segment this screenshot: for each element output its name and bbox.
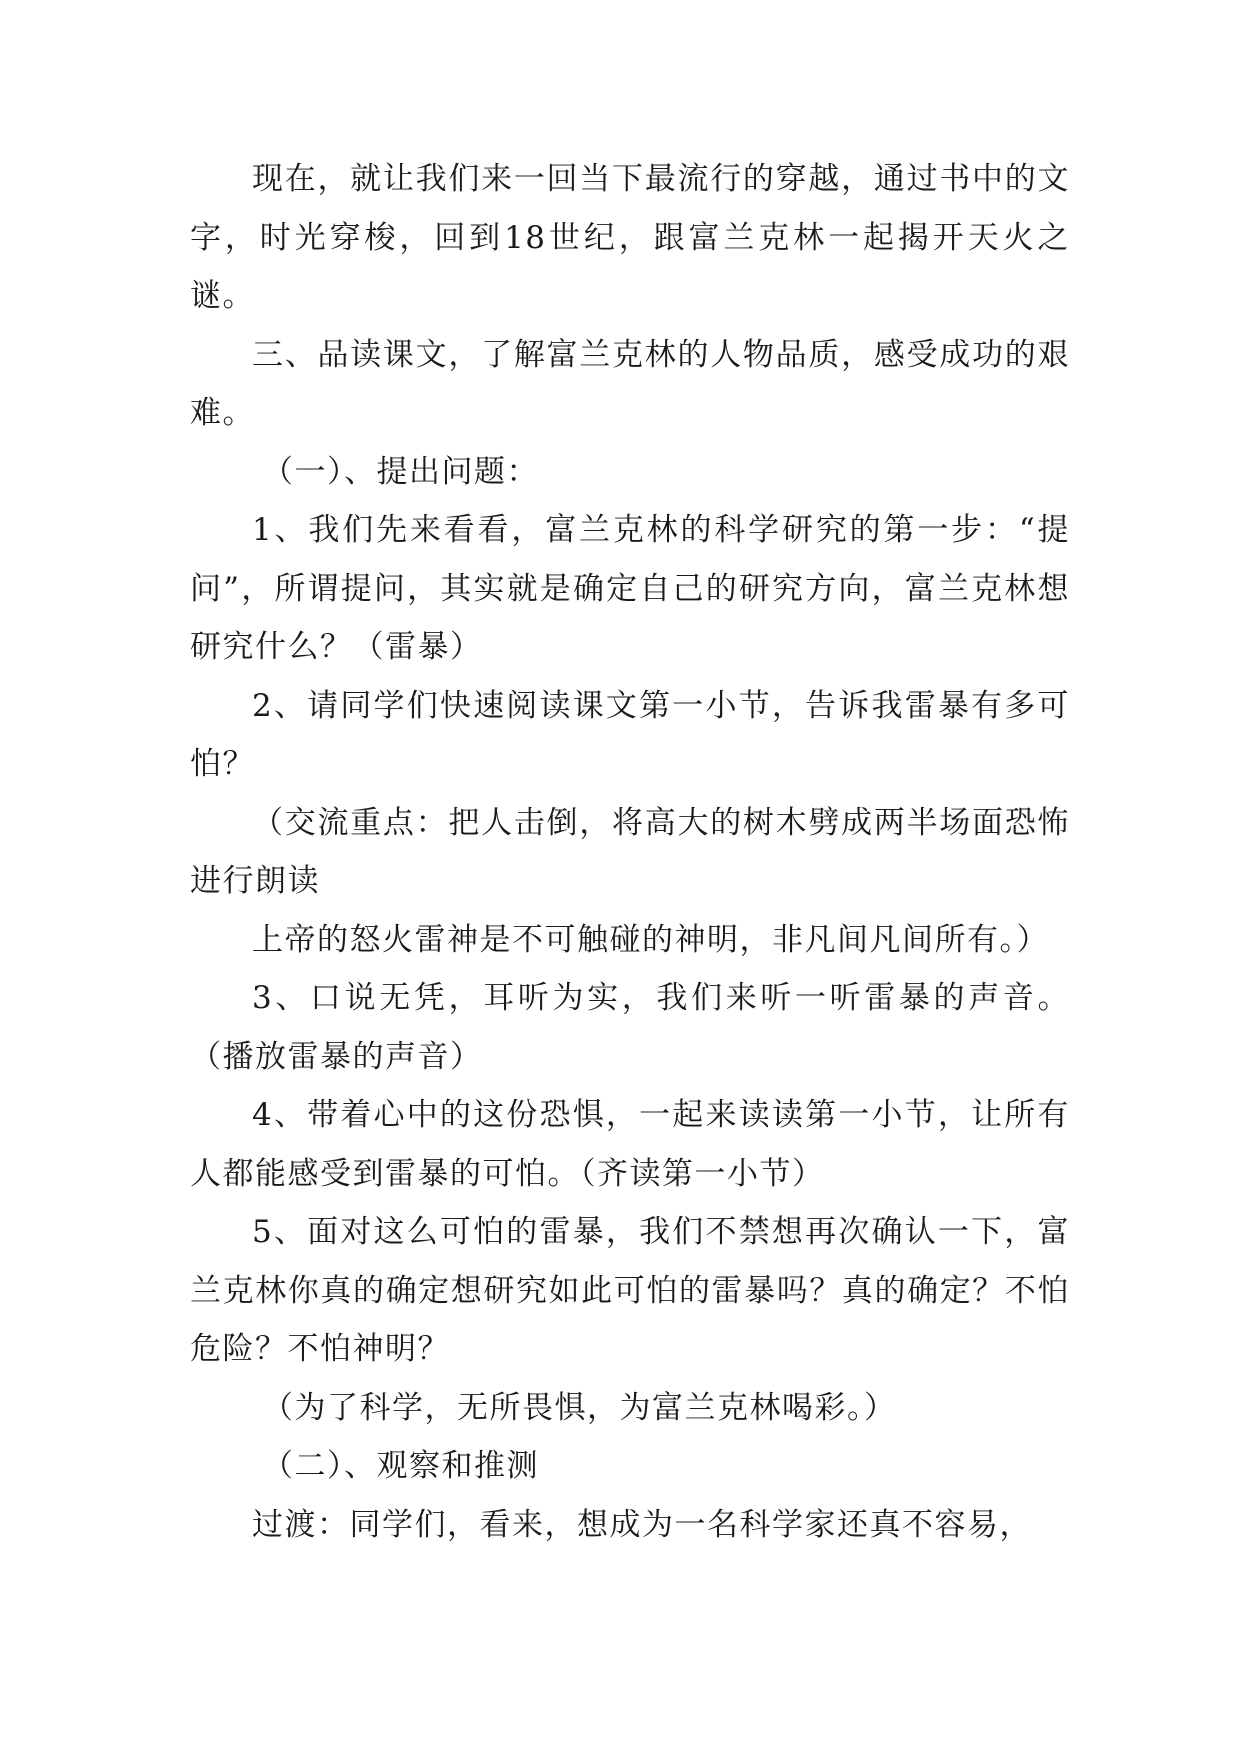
paragraph-item-2: 2、请同学们快速阅读课文第一小节，告诉我雷暴有多可怕？ [190, 687, 1070, 782]
paragraph-intro: 现在，就让我们来一回当下最流行的穿越，通过书中的文字，时光穿梭，回到18世纪，跟富兰克林一起揭开天火之谜。 [190, 161, 1070, 314]
paragraph-subsection-two: （二）、观察和推测 [262, 1448, 539, 1484]
paragraph-item-3: 3、口说无凭，耳听为实，我们来听一听雷暴的声音。（播放雷暴的声音） [190, 980, 1070, 1075]
paragraph-item-5: 5、面对这么可怕的雷暴，我们不禁想再次确认一下，富兰克林你真的确定想研究如此可怕的雷暴吗？真的确定？不怕危险？不怕神明？ [190, 1214, 1070, 1367]
paragraph-item-4: 4、带着心中的这份恐惧，一起来读读第一小节，让所有人都能感受到雷暴的可怕。（齐读第一小节） [190, 1097, 1070, 1192]
document-body [190, 150, 1070, 1554]
paragraph-transition: 过渡：同学们，看来，想成为一名科学家还真不容易， [252, 1506, 1032, 1543]
paragraph-discussion-continued: 上帝的怒火雷神是不可触碰的神明，非凡间凡间所有。） [252, 921, 1049, 958]
paragraph-discussion-focus: （交流重点：把人击倒，将高大的树木劈成两半场面恐怖进行朗读 [190, 804, 1070, 899]
paragraph-subsection-one: （一）、提出问题： [262, 453, 539, 490]
paragraph-section-three: 三、品读课文，了解富兰克林的人物品质，感受成功的艰难。 [190, 336, 1070, 431]
paragraph-item-1: 1、我们先来看看，富兰克林的科学研究的第一步：“提问”，所谓提问，其实就是确定自己的研究方向，富兰克林想研究什么？（雷暴） [190, 512, 1070, 665]
paragraph-cheer: （为了科学，无所畏惧，为富兰克林喝彩。） [262, 1389, 897, 1426]
